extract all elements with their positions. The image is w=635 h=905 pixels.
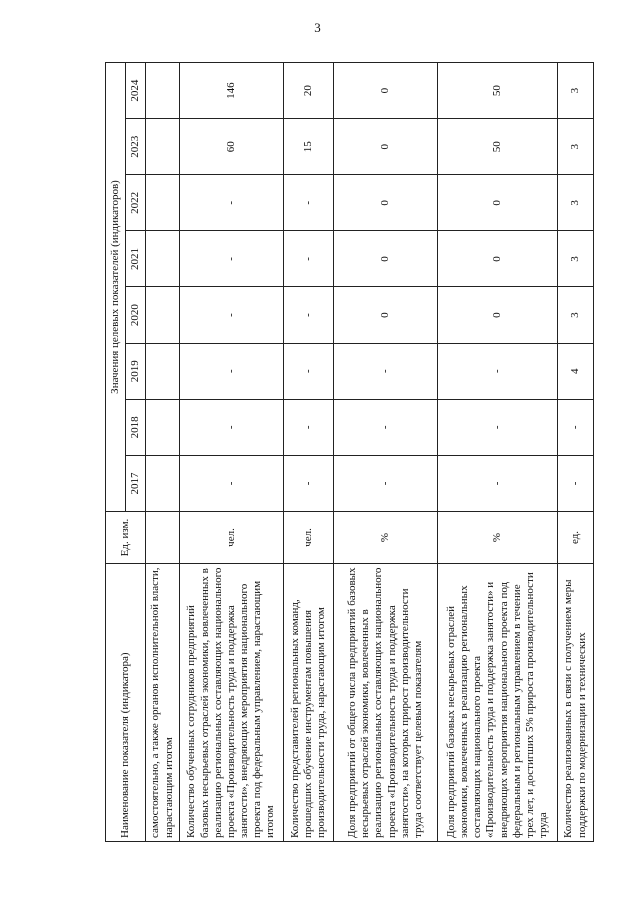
year-2017: 2017: [126, 455, 146, 511]
value-cell: 3: [558, 175, 594, 231]
year-2019: 2019: [126, 343, 146, 399]
header-unit: Ед. изм.: [106, 512, 146, 564]
value-cell: [146, 455, 180, 511]
value-cell: [146, 231, 180, 287]
value-cell: 0: [438, 231, 558, 287]
value-cell: [146, 343, 180, 399]
value-cell: -: [438, 455, 558, 511]
table-row: [438, 63, 558, 842]
value-cell: 0: [334, 287, 438, 343]
value-cell: -: [180, 231, 284, 287]
value-cell: -: [180, 399, 284, 455]
value-cell: 3: [558, 119, 594, 175]
year-2022: 2022: [126, 175, 146, 231]
value-cell: 50: [438, 119, 558, 175]
value-cell: 146: [180, 63, 284, 119]
value-cell: -: [180, 175, 284, 231]
value-cell: 3: [558, 63, 594, 119]
header-target-values: Значения целевых показателей (индикаторов): [106, 63, 126, 512]
rotated-table-container: [105, 62, 593, 842]
value-cell: -: [438, 399, 558, 455]
value-cell: 0: [334, 175, 438, 231]
indicator-unit: [146, 512, 180, 564]
value-cell: [146, 287, 180, 343]
value-cell: -: [334, 343, 438, 399]
indicator-name: Количество обученных сотрудников предприятий базовых несырьевых отраслей экономики, вовлеченных в реализацию региональных составляющих национального проекта «Производительность труда и поддержка занятости», внедряющих мероприятия национального проекта под федеральным управлением, нарастающим итогом: [180, 564, 284, 842]
table-row: [146, 63, 180, 842]
indicator-unit: чел.: [284, 512, 334, 564]
value-cell: 3: [558, 231, 594, 287]
value-cell: 50: [438, 63, 558, 119]
indicator-name: Доля предприятий от общего числа предприятий базовых несырьевых отраслей экономики, вовлеченных в реализацию региональных составляющих национального проекта «Производительность труда и поддержка занятости», на которых прирост производительности труда соответствует целевым показателям: [334, 564, 438, 842]
value-cell: [146, 175, 180, 231]
indicator-name: самостоятельно, а также органов исполнительной власти, нарастающим итогом: [146, 564, 180, 842]
value-cell: [146, 63, 180, 119]
value-cell: -: [284, 455, 334, 511]
value-cell: 0: [438, 287, 558, 343]
table-row: [284, 63, 334, 842]
value-cell: -: [334, 455, 438, 511]
value-cell: 20: [284, 63, 334, 119]
value-cell: 0: [334, 119, 438, 175]
indicator-unit: %: [334, 512, 438, 564]
value-cell: 15: [284, 119, 334, 175]
year-2024: 2024: [126, 63, 146, 119]
value-cell: -: [180, 287, 284, 343]
table-row: [334, 63, 438, 842]
value-cell: -: [180, 455, 284, 511]
value-cell: 0: [438, 175, 558, 231]
indicator-unit: чел.: [180, 512, 284, 564]
value-cell: -: [180, 343, 284, 399]
value-cell: -: [334, 399, 438, 455]
value-cell: 60: [180, 119, 284, 175]
indicators-table: [105, 62, 594, 842]
value-cell: -: [284, 343, 334, 399]
page-number: 3: [314, 20, 321, 35]
value-cell: -: [284, 399, 334, 455]
value-cell: -: [284, 175, 334, 231]
value-cell: -: [284, 287, 334, 343]
indicator-name: Доля предприятий базовых несырьевых отраслей экономики, вовлеченных в реализацию региональных составляющих национального проекта «Производительность труда и поддержка занятости» и внедряющих мероприятия национального проекта под федеральным и региональным управлением в течение трех лет, и достигших 5% прироста производительности труда: [438, 564, 558, 842]
indicator-name: Количество реализованных в связи с получением меры поддержки по модернизации и технических: [558, 564, 594, 842]
year-2023: 2023: [126, 119, 146, 175]
value-cell: -: [438, 343, 558, 399]
value-cell: [146, 119, 180, 175]
year-2018: 2018: [126, 399, 146, 455]
indicator-name: Количество представителей региональных команд, прошедших обучение инструментам повышения производительности труда, нарастающим итогом: [284, 564, 334, 842]
table-row: [558, 63, 594, 842]
value-cell: -: [558, 399, 594, 455]
value-cell: 4: [558, 343, 594, 399]
year-2021: 2021: [126, 231, 146, 287]
value-cell: -: [284, 231, 334, 287]
table-row: [180, 63, 284, 842]
value-cell: [146, 399, 180, 455]
year-2020: 2020: [126, 287, 146, 343]
indicator-unit: ед.: [558, 512, 594, 564]
header-indicator-name: Наименование показателя (индикатора): [106, 564, 146, 842]
indicator-unit: %: [438, 512, 558, 564]
value-cell: 0: [334, 231, 438, 287]
value-cell: -: [558, 455, 594, 511]
value-cell: 3: [558, 287, 594, 343]
value-cell: 0: [334, 63, 438, 119]
